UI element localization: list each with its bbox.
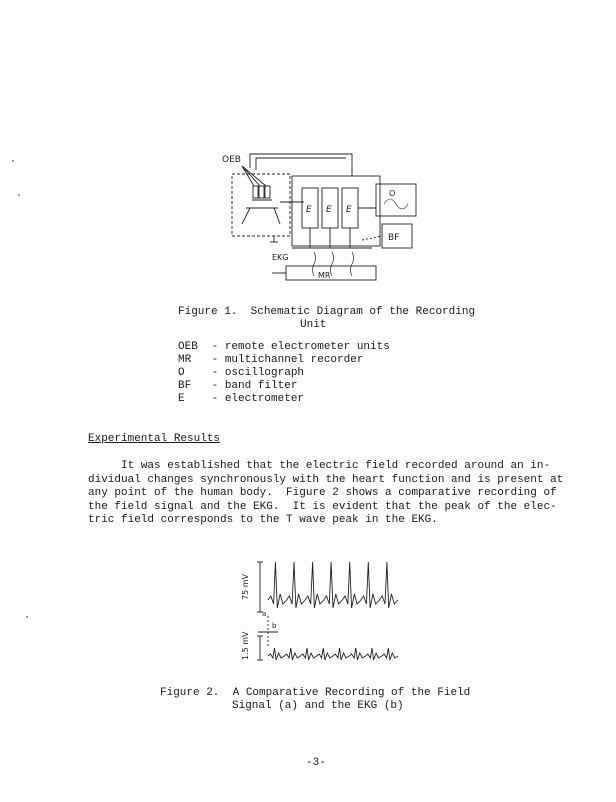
figure-1-schematic [222,148,422,288]
legend-item: BF - band filter [178,380,298,392]
label-bf: BF [388,233,400,243]
legend-desc: oscillograph [224,367,305,379]
label-e2: E [326,205,332,215]
label-oeb: OEB [222,155,241,165]
figure-2-recording [232,556,402,671]
legend-item: O - oscillograph [178,367,305,379]
scan-speck [18,194,20,196]
legend-item: MR - multichannel recorder [178,354,364,366]
trace-label-a: a [262,610,267,618]
figure-1-caption [178,306,475,332]
trace-a-field-signal [268,562,398,608]
scale-label-b: 1.5 mV [241,631,250,660]
paragraph-line: any point of the human body. Figure 2 shows a comparative recording of [88,487,557,500]
page-number: -3- [306,757,326,769]
label-ekg: EKG [272,253,289,262]
legend-abbr: BF [178,380,192,392]
scan-speck [12,160,14,162]
figure-2-caption-line1: Figure 2. A Comparative Recording of the Field [160,687,471,699]
trace-b-ekg [268,648,398,660]
legend-item: E - electrometer [178,393,305,405]
legend-desc: electrometer [224,393,305,405]
figure-2-caption-line2: Signal (a) and the EKG (b) [232,700,404,712]
body-paragraph [88,460,564,528]
paragraph-line: the field signal and the EKG. It is evident that the peak of the elec- [88,500,557,513]
figure-1-caption-line1: Figure 1. Schematic Diagram of the Recording [178,306,476,318]
figure-2-caption [160,687,470,713]
section-heading: Experimental Results [88,433,221,445]
paragraph-line: dividual changes synchronously with the heart function and is present at [88,473,564,486]
label-o: O [389,189,396,198]
legend-abbr: O [178,367,185,379]
paragraph-line: tric field corresponds to the T wave peak in the EKG. [88,514,438,527]
legend-item: OEB - remote electrometer units [178,341,390,353]
legend-abbr: OEB [178,341,198,353]
figure-1-caption-line2: Unit [300,319,327,331]
legend-abbr: E [178,393,185,405]
label-e3: E [346,205,352,215]
label-e1: E [306,205,312,215]
legend-abbr: MR [178,354,192,366]
scan-speck [26,616,28,618]
trace-label-b: b [272,622,277,630]
abbreviation-legend [178,341,390,406]
paragraph-line: It was established that the electric field recorded around an in- [88,460,551,472]
label-mr: MR [318,271,331,280]
scale-label-a: 75 mV [241,574,250,600]
legend-desc: remote electrometer units [224,341,390,353]
legend-desc: band filter [224,380,298,392]
legend-desc: multichannel recorder [224,354,364,366]
